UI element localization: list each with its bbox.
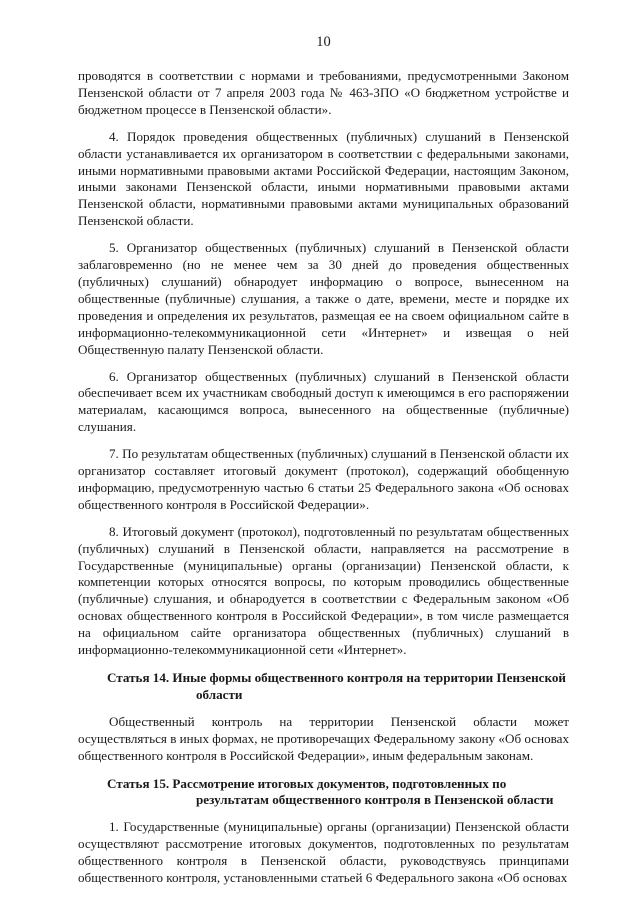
article-14-heading: Статья 14. Иные формы общественного контроля на территории Пензенской области — [107, 670, 566, 702]
article-15-heading: Статья 15. Рассмотрение итоговых документов, подготовленных по результатам общественного контроля в Пензенской области — [107, 775, 554, 808]
paragraph-7: 7. По результатам общественных (публичных) слушаний в Пензенской области их организатор составляет итоговый документ (протокол), содержащий обобщенную информацию, предусмотренную частью 6 статьи 25 Федерального закона «Об основах общественного контроля в Российской Федерации». — [78, 446, 569, 512]
document-body — [78, 68, 569, 897]
paragraph-continuation: проводятся в соответствии с нормами и требованиями, предусмотренными Законом Пензенской области от 7 апреля 2003 года № 463-ЗПО «О бюджетном устройстве и бюджетном процессе в Пензенской области». — [78, 68, 569, 117]
page-number: 10 — [316, 34, 331, 50]
paragraph-6: 6. Организатор общественных (публичных) слушаний в Пензенской области обеспечивает всем их участникам свободный доступ к имеющимся в его распоряжении материалам, касающимся вопроса, вынесенного на общественные (публичные) слушания. — [78, 368, 569, 435]
article-14-text: Общественный контроль на территории Пензенской области может осуществляться в иных формах, не противоречащих Федеральному закону «Об основах общественного контроля в Российской Федерации», иным федеральным законам. — [78, 713, 569, 763]
paragraph-8: 8. Итоговый документ (протокол), подготовленный по результатам общественных (публичных) слушаний в Пензенской области, направляется на рассмотрение в Государственные (муниципальные) органы (организации) Пензенской области, к компетенции которых относятся вопросы, по которым проводились общественные (публичные) слушания, и обнародуется в соответствии с Федеральным законом «Об основах общественного контроля в Российской Федерации», в том числе размещается на официальном сайте организатора общественных (публичных) слушаний в информационно-телекоммуникационной сети «Интернет». — [78, 523, 569, 658]
paragraph-4: 4. Порядок проведения общественных (публичных) слушаний в Пензенской области устанавливается их организатором в соответствии с федеральными законами, иными нормативными правовыми актами Российской Федерации, настоящим Законом, иными законами Пензенской области, иными нормативными правовыми актами Пензенской области, нормативными правовыми актами муниципальных образований Пензенской области. — [78, 128, 569, 229]
paragraph-5: 5. Организатор общественных (публичных) слушаний в Пензенской области заблаговременно (но не менее чем за 30 дней до проведения общественных (публичных) слушаний) обнародует информацию о вопросе, вынесенном на общественные (публичные) слушания, а также о дате, времени, месте и порядке их проведения и определения их результатов, размещая ее на своем официальном сайте в информационно-телекоммуникационной сети «Интернет» и извещая о ней Общественную палату Пензенской области. — [78, 240, 569, 357]
article-15-paragraph-1: 1. Государственные (муниципальные) органы (организации) Пензенской области осуществляют рассмотрение итоговых документов, подготовленных по результатам общественного контроля в Пензенской области, руководствуясь принципами общественного контроля, установленными статьей 6 Федерального закона «Об основах — [78, 819, 569, 886]
